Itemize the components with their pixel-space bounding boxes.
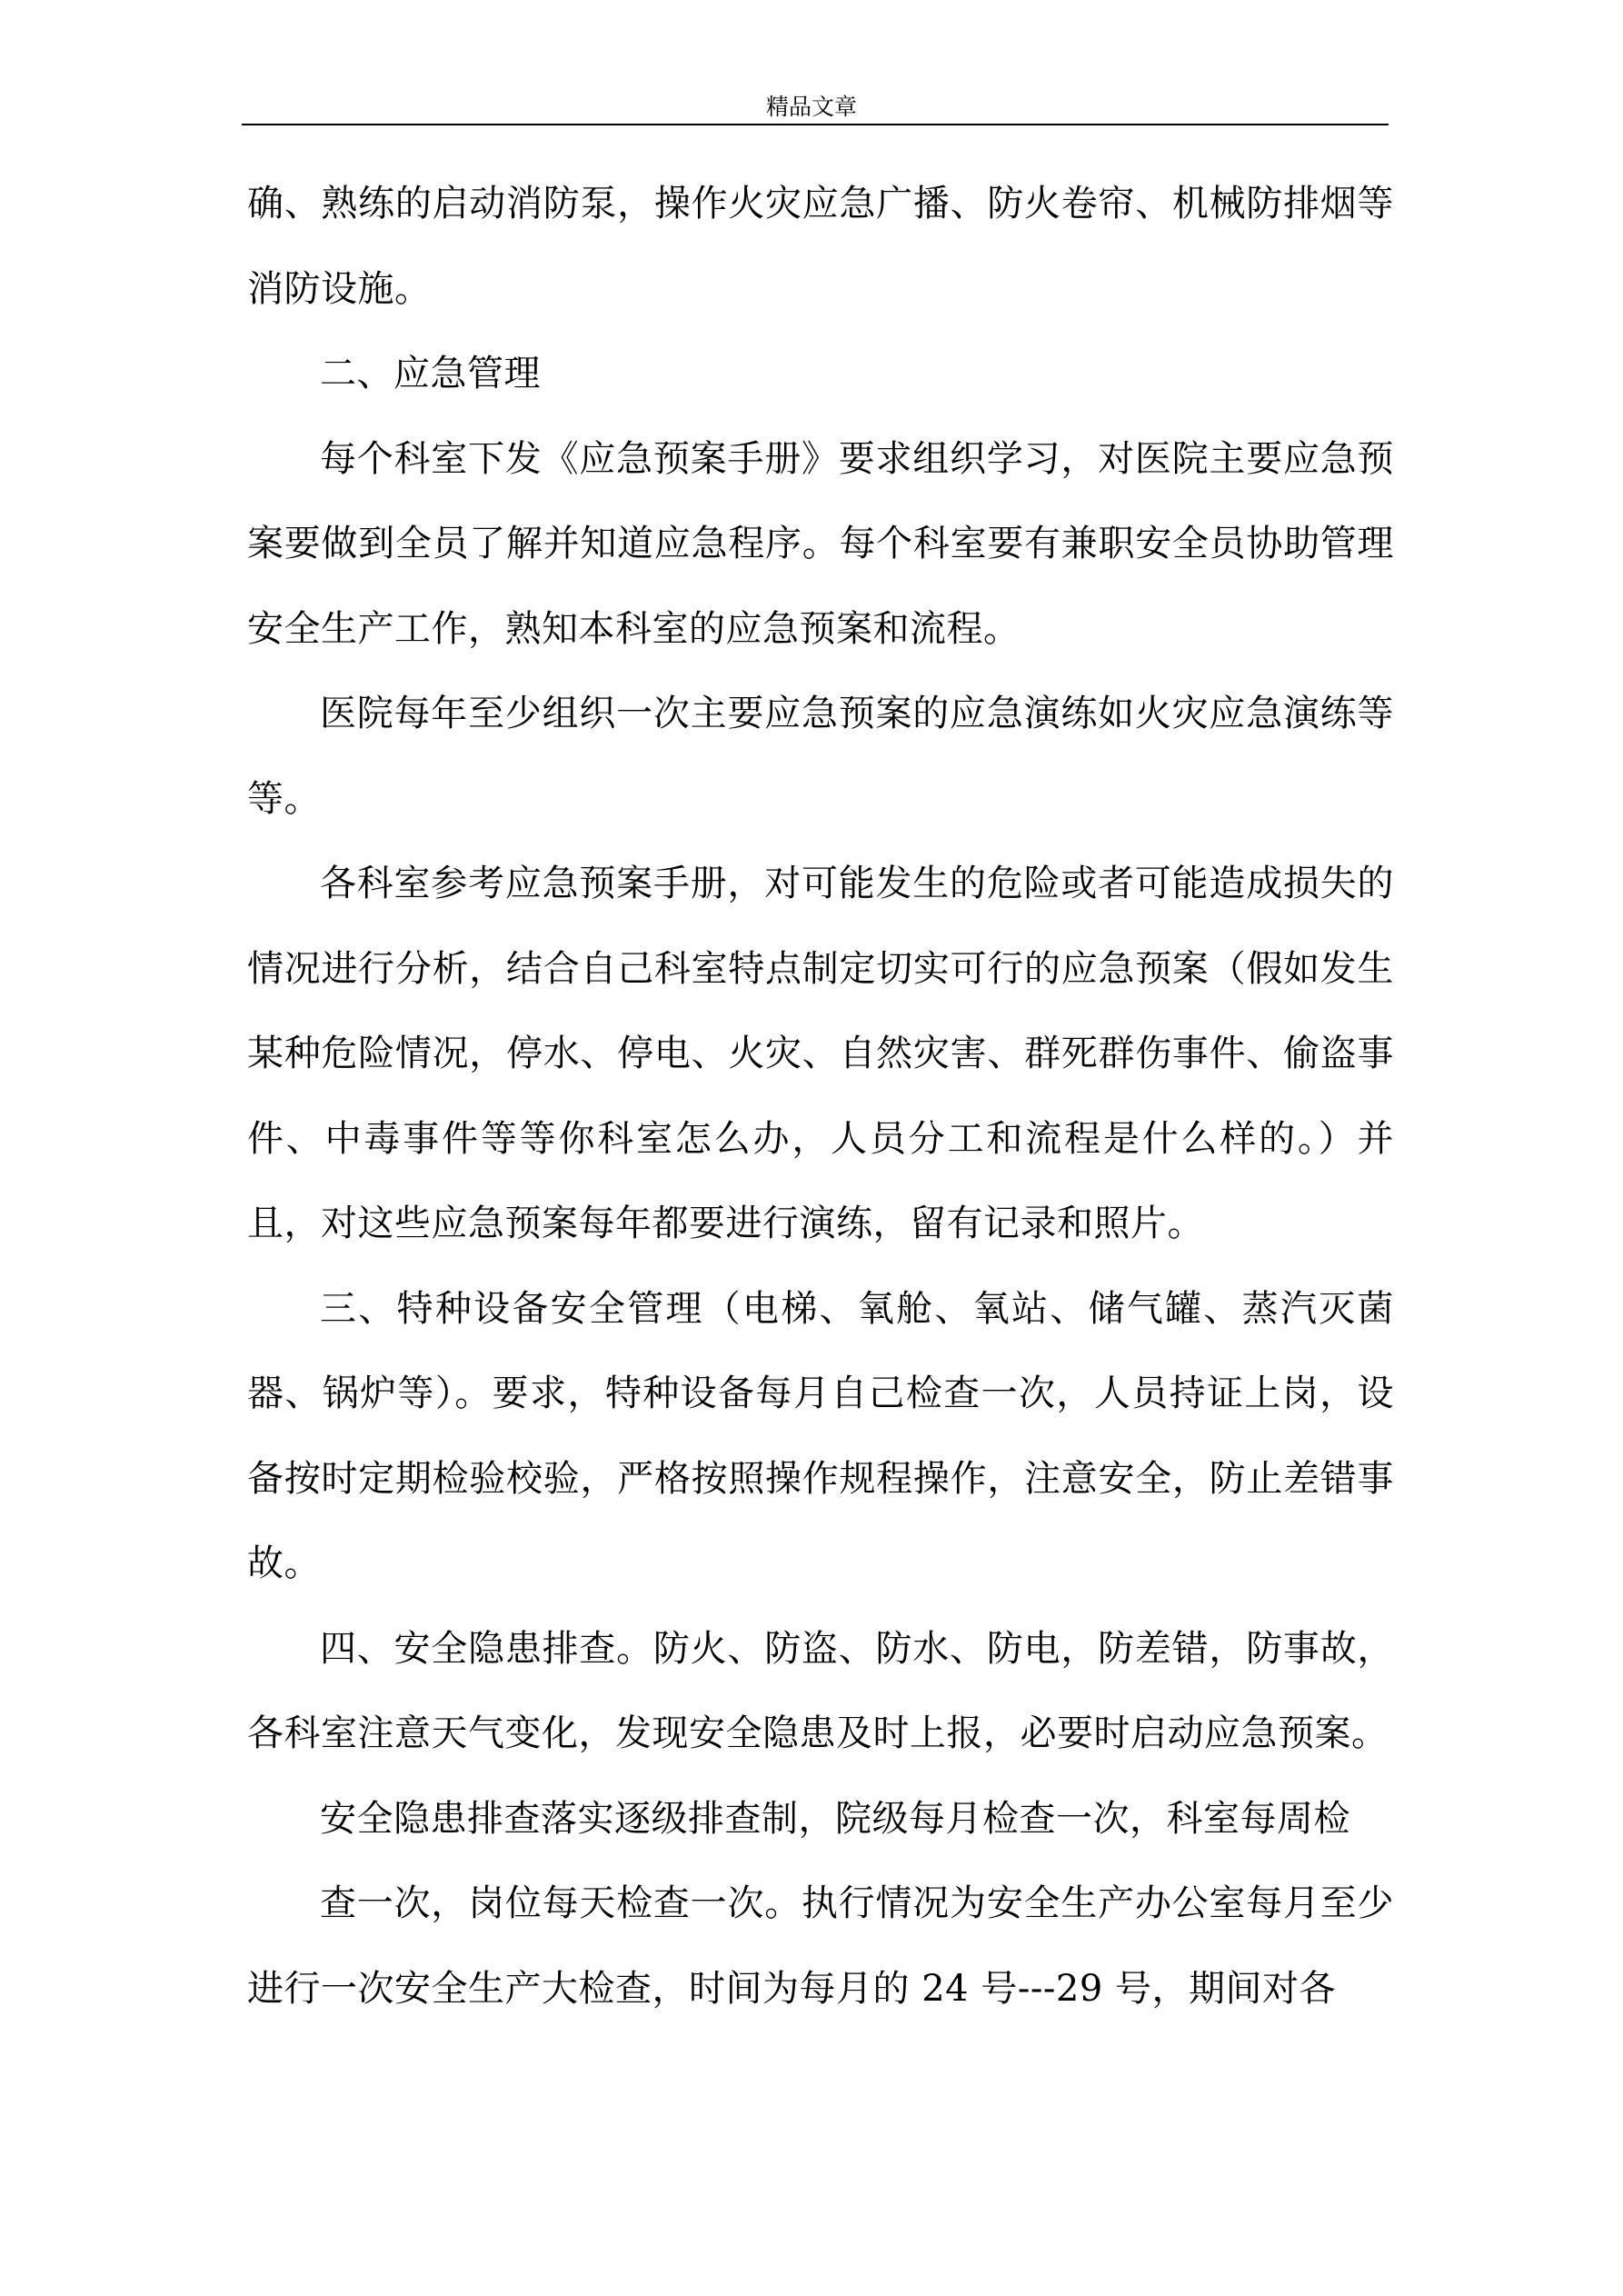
header-divider xyxy=(242,124,1389,125)
paragraph-emergency-manual: 每个科室下发《应急预案手册》要求组织学习，对医院主要应急预案要做到全员了解并知道应急程序。每个科室要有兼职安全员协助管理安全生产工作，熟知本科室的应急预案和流程。 xyxy=(247,437,1394,650)
paragraph-annual-drill: 医院每年至少组织一次主要应急预案的应急演练如火灾应急演练等等。 xyxy=(247,693,1394,820)
paragraph-hazard-inspection: 四、安全隐患排查。防火、防盗、防水、防电，防差错，防事故，各科室注意天气变化，发现安全隐患及时上报，必要时启动应急预案。 xyxy=(247,1627,1394,1754)
paragraph-continuation: 确、熟练的启动消防泵，操作火灾应急广播、防火卷帘、机械防排烟等消防设施。 xyxy=(247,183,1394,310)
paragraph-department-plans: 各科室参考应急预案手册，对可能发生的危险或者可能造成损失的情况进行分析，结合自己科室特点制定切实可行的应急预案（假如发生某种危险情况，停水、停电、火灾、自然灾害、群死群伤事件、偷盗事件、中毒事件等等你科室怎么办，人员分工和流程是什么样的。）并且，对这些应急预案每年都要进行演练，留有记录和照片。 xyxy=(247,863,1394,1244)
document-body xyxy=(247,162,1394,2031)
section-heading-emergency-management: 二、应急管理 xyxy=(320,353,541,394)
paragraph-inspection-schedule: 查一次，岗位每天检查一次。执行情况为安全生产办公室每月至少进行一次安全生产大检查，时间为每月的 24 号---29 号，期间对各 xyxy=(247,1882,1394,2010)
paragraph-special-equipment: 三、特种设备安全管理（电梯、氧舱、氧站、储气罐、蒸汽灭菌器、锅炉等）。要求，特种设备每月自己检查一次，人员持证上岗，设备按时定期检验校验，严格按照操作规程操作，注意安全，防止差错事故。 xyxy=(247,1287,1394,1584)
page-header-title: 精品文章 xyxy=(765,94,857,120)
paragraph-inspection-system: 安全隐患排查落实逐级排查制，院级每月检查一次，科室每周检 xyxy=(320,1797,1350,1840)
